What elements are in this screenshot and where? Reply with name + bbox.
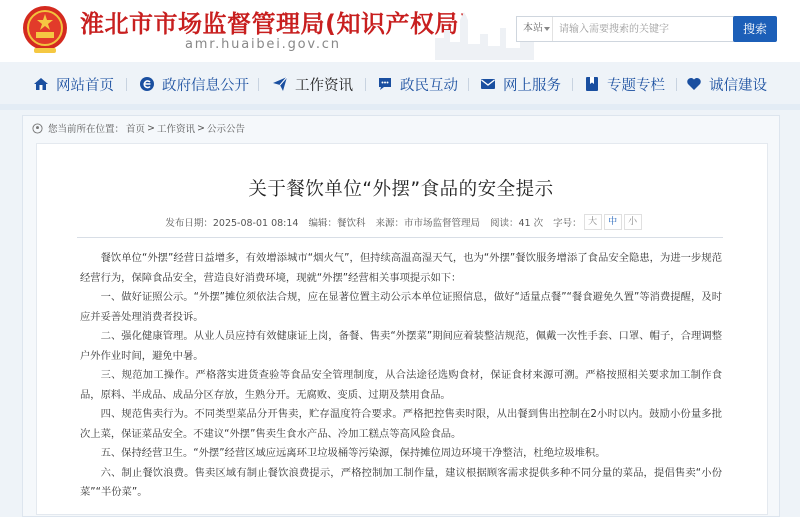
nav-item-interaction[interactable] (377, 70, 458, 98)
bookmark-icon (584, 76, 600, 92)
e-icon (139, 76, 155, 92)
nav-item-label: 工作资讯 (295, 77, 353, 94)
font-size-label: 字号： (553, 218, 582, 229)
nav-item-credit[interactable] (686, 70, 767, 98)
nav-separator (676, 78, 677, 91)
main-nav (0, 70, 800, 98)
article-paragraph: 六、制止餐饮浪费。售卖区域有制止餐饮浪费提示，严格控制加工制作量，建议根据顾客需求提供多种不同分量的菜品，提倡售卖“小份菜”“半份菜”。 (80, 466, 722, 498)
article-paragraph: 二、强化健康管理。从业人员应持有效健康证上岗，备餐、售卖“外摆菜”期间应着装整洁规范，佩戴一次性手套、口罩、帽子，合理调整户外作业时间，避免中暑。 (80, 330, 722, 362)
editor: 编辑：餐饮科 (308, 218, 366, 229)
nav-separator (365, 78, 366, 91)
source: 来源：市市场监督管理局 (375, 218, 480, 229)
breadcrumb-separator: > (147, 122, 155, 134)
mail-icon (480, 76, 496, 92)
nav-divider (0, 104, 800, 110)
site-domain: amr.huaibei.gov.cn (185, 37, 341, 52)
nav-separator (468, 78, 469, 91)
site-title[interactable]: 淮北市市场监督管理局(知识产权局) (80, 10, 471, 38)
chat-icon (377, 76, 393, 92)
article-paragraph: 餐饮单位“外摆”经营日益增多，有效增添城市“烟火气”，但持续高温高湿天气，也为“外摆”餐饮服务增添了食品安全隐患，为进一步规范经营行为，保障食品安全，营造良好消费环境，现就“外摆”经营相关事项提示如下： (80, 252, 722, 284)
nav-item-label: 政府信息公开 (162, 77, 249, 94)
nav-separator (126, 78, 127, 91)
nav-item-label: 网站首页 (56, 77, 114, 94)
meta-divider (77, 237, 723, 238)
article-paragraph: 四、规范售卖行为。不同类型菜品分开售卖，贮存温度符合要求。严格把控售卖时限，从出餐到售出控制在2小时以内。鼓励小份量多批次上菜，保证菜品安全。不建议“外摆”售卖生食水产品、冷加工糕点等高风险食品。 (80, 408, 722, 440)
heart-icon (686, 76, 702, 92)
search-input[interactable] (559, 17, 729, 41)
font-size-small-button[interactable]: 小 (624, 214, 642, 230)
nav-item-gov-info[interactable] (139, 70, 249, 98)
breadcrumb-work-news[interactable]: 工作资讯 (157, 124, 196, 135)
nav-item-label: 政民互动 (400, 77, 458, 94)
breadcrumb-home[interactable]: 首页 (126, 124, 146, 135)
breadcrumb-notices[interactable]: 公示公告 (206, 124, 245, 135)
home-icon (33, 76, 49, 92)
view-count: 阅读：41 次 (490, 218, 544, 229)
nav-item-home[interactable] (33, 70, 114, 98)
location-pin-icon (32, 123, 43, 134)
send-icon (272, 76, 288, 92)
search-scope-label: 本站 (523, 23, 543, 34)
publish-date: 发布日期：2025-08-01 08:14 (165, 218, 299, 229)
font-size-large-button[interactable]: 大 (584, 214, 602, 230)
font-size-medium-button[interactable]: 中 (604, 214, 622, 230)
nav-item-special-topics[interactable] (584, 70, 665, 98)
nav-item-online-service[interactable] (480, 70, 561, 98)
national-emblem-icon (21, 4, 69, 56)
breadcrumb-separator: > (197, 122, 205, 134)
article-paragraph: 一、做好证照公示。“外摆”摊位须依法合规，应在显著位置主动公示本单位证照信息，做好“适量点餐”“餐食避免久置”等消费提醒，及时应并妥善处理消费者投诉。 (80, 291, 722, 323)
chevron-down-icon (544, 27, 550, 31)
nav-item-label: 专题专栏 (607, 77, 665, 94)
article-title: 关于餐饮单位“外摆”食品的安全提示 (248, 179, 554, 200)
breadcrumb (32, 120, 247, 136)
article-paragraph: 三、规范加工操作。严格落实进货查验等食品安全管理制度，从合法途径选购食材，保证食材来源可溯。严格按照相关要求加工制作食品，原料、半成品、成品分区存放，生熟分开。无腐败、变质、过期及禁用食品。 (80, 369, 722, 401)
search-scope-select[interactable] (517, 17, 553, 41)
breadcrumb-prefix: 您当前所在位置： (48, 124, 125, 135)
nav-separator (258, 78, 259, 91)
nav-separator (572, 78, 573, 91)
article-meta (36, 215, 766, 229)
nav-item-label: 网上服务 (503, 77, 561, 94)
nav-item-work-news[interactable] (272, 70, 353, 98)
article-body (80, 249, 722, 503)
search-button[interactable]: 搜索 (733, 16, 777, 42)
article-paragraph: 五、保持经营卫生。“外摆”经营区域应远离环卫垃圾桶等污染源，保持摊位周边环境干净整洁，杜绝垃圾堆积。 (100, 447, 606, 459)
nav-item-label: 诚信建设 (709, 77, 767, 94)
site-header (0, 0, 800, 62)
